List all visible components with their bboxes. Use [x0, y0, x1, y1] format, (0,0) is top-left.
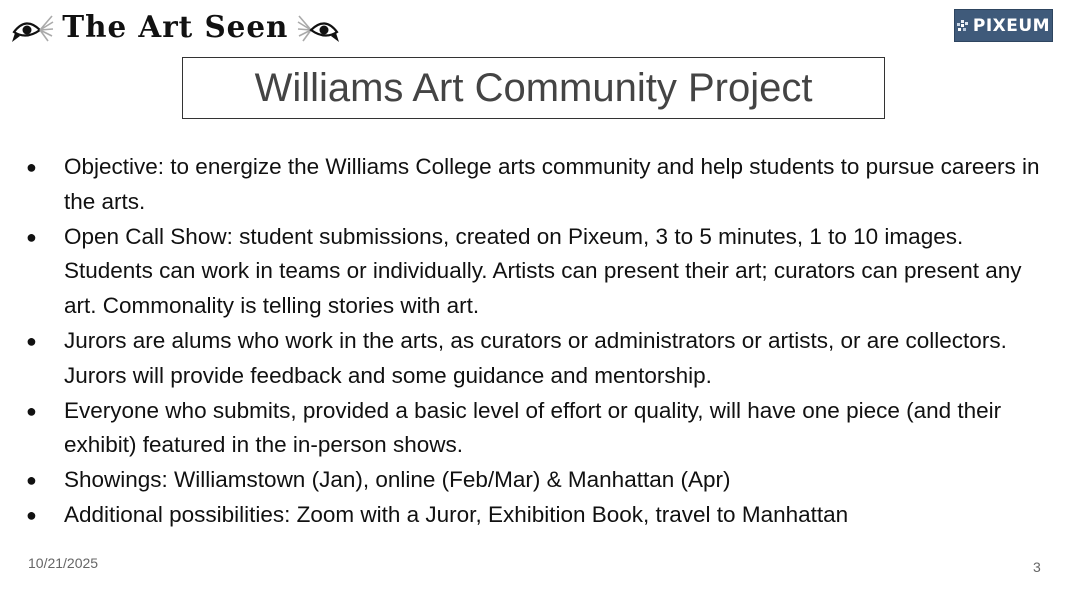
brand-name: The Art Seen	[62, 10, 289, 45]
bullet-text: Open Call Show: student submissions, created on Pixeum, 3 to 5 minutes, 1 to 10 images. Students can work in teams or individually. Artists can present their art; curators can present any art. Commonality is telling stories with art.	[64, 223, 1022, 319]
bullet-item	[26, 463, 1051, 498]
bullet-text: Showings: Williamstown (Jan), online (Feb/Mar) & Manhattan (Apr)	[64, 467, 731, 493]
bullet-item	[26, 324, 1051, 394]
bullet-icon: ●	[26, 504, 37, 525]
pixel-mosaic-icon	[957, 19, 971, 33]
bullet-icon: ●	[26, 330, 37, 351]
bullet-item	[26, 498, 1051, 533]
title-box	[182, 57, 885, 119]
pixeum-logo	[954, 9, 1053, 42]
bullet-item	[26, 394, 1051, 464]
bullet-icon: ●	[26, 157, 37, 177]
bullet-icon: ●	[26, 470, 37, 491]
pixeum-logo-text: PIXEUM	[972, 15, 1051, 36]
bullet-item	[26, 150, 1051, 220]
bullet-text: Objective: to energize the Williams College arts community and help students to pursue careers in the arts.	[64, 154, 1040, 214]
bullet-list	[26, 150, 1051, 533]
eye-fan-icon	[297, 10, 341, 46]
bullet-text: Everyone who submits, provided a basic level of effort or quality, will have one piece (and their exhibit) featured in the in-person shows.	[64, 397, 1002, 458]
bullet-icon: ●	[26, 226, 37, 247]
page-number: 3	[1033, 559, 1041, 575]
brand-logo	[10, 8, 341, 48]
bullet-text: Jurors are alums who work in the arts, as curators or administrators or artists, or are collectors. Jurors will provide feedback and some guidance and mentorship.	[64, 327, 1007, 388]
bullet-icon: ●	[26, 400, 37, 421]
slide-title: Williams Art Community Project	[254, 66, 813, 110]
bullet-text: Additional possibilities: Zoom with a Juror, Exhibition Book, travel to Manhattan	[64, 501, 849, 527]
eye-fan-icon	[10, 10, 54, 46]
bullet-item	[26, 220, 1051, 324]
slide-date: 10/21/2025	[28, 555, 99, 571]
